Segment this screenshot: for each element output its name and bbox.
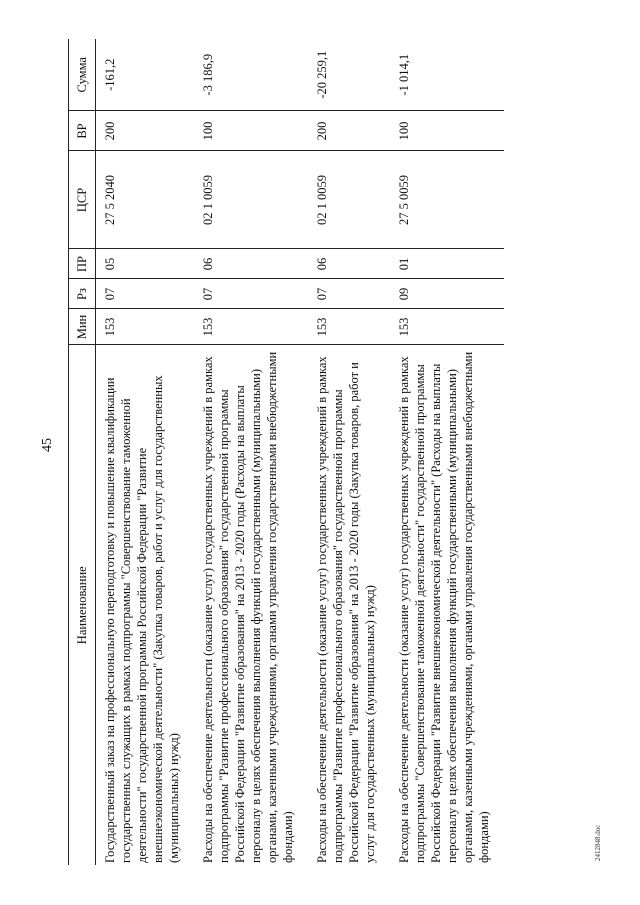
cell-rz: 07 (308, 279, 390, 309)
cell-csr: 27 5 0059 (390, 151, 504, 249)
cell-sum: -161,2 (96, 39, 195, 111)
cell-min: 153 (390, 309, 504, 345)
column-header-min: Мин (69, 309, 96, 345)
cell-sum: -1 014,1 (390, 39, 504, 111)
cell-sum: -3 186,9 (194, 39, 308, 111)
cell-pr: 01 (390, 249, 504, 279)
cell-vr: 200 (308, 111, 390, 151)
table-row (308, 39, 390, 865)
cell-rz: 09 (390, 279, 504, 309)
cell-name: Расходы на обеспечение деятельности (оказание услуг) государственных учреждений в рамках подпрограммы "Развитие профессионального образования" государственной программы Российской Федерации "Развитие образования" на 2013 - 2020 годы (Закупка товаров, работ и услуг для государственных (муниципальных) нужд) (315, 356, 377, 863)
column-header-sum: Сумма (69, 39, 96, 111)
cell-pr: 06 (308, 249, 390, 279)
table-header-row (69, 39, 96, 865)
cell-min: 153 (96, 309, 195, 345)
budget-table (68, 39, 504, 865)
table-row (194, 39, 308, 865)
table-row (390, 39, 504, 865)
table-row (96, 39, 195, 865)
cell-pr: 05 (96, 249, 195, 279)
cell-csr: 27 5 2040 (96, 151, 195, 249)
cell-sum: -20 259,1 (308, 39, 390, 111)
cell-pr: 06 (194, 249, 308, 279)
cell-vr: 200 (96, 111, 195, 151)
column-header-pr: ПР (69, 249, 96, 279)
cell-name: Расходы на обеспечение деятельности (оказание услуг) государственных учреждений в рамках подпрограммы "Совершенствование таможенной деятельности" государственной программы Российской Федерации "Развитие внешнеэкономической деятельности" (Расходы на выплаты персоналу в целях обеспечения выполнения функций государственными (муниципальными) органами, казенными учреждениями, органами управления государственными внебюджетными фондами) (397, 351, 491, 863)
cell-name: Расходы на обеспечение деятельности (оказание услуг) государственных учреждений в рамках подпрограммы "Развитие профессионального образования" государственной программы Российской Федерации "Развитие образования" на 2013 - 2020 годы (Расходы на выплаты персоналу в целях обеспечения выполнения функций государственными (муниципальными) органами, казенными учреждениями, органами управления государственными внебюджетными фондами) (201, 351, 295, 863)
cell-vr: 100 (390, 111, 504, 151)
cell-vr: 100 (194, 111, 308, 151)
cell-min: 153 (194, 309, 308, 345)
column-header-rz: Рз (69, 279, 96, 309)
page-number: 45 (40, 438, 55, 452)
column-header-vr: ВР (69, 111, 96, 151)
column-header-name: Наименование (69, 345, 96, 865)
document-id-footer: 2412848.doc (594, 824, 602, 861)
cell-name: Государственный заказ на профессиональную переподготовку и повышение квалификации государственных служащих в рамках подпрограммы "Совершенствование таможенной деятельности" государственной программы Российской Федерации "Развитие внешнеэкономической деятельности" (Закупка товаров, работ и услуг для государственных (муниципальных) нужд) (103, 375, 181, 863)
cell-rz: 07 (194, 279, 308, 309)
cell-csr: 02 1 0059 (194, 151, 308, 249)
cell-csr: 02 1 0059 (308, 151, 390, 249)
cell-min: 153 (308, 309, 390, 345)
cell-rz: 07 (96, 279, 195, 309)
column-header-csr: ЦСР (69, 151, 96, 249)
document-page (20, 25, 620, 865)
